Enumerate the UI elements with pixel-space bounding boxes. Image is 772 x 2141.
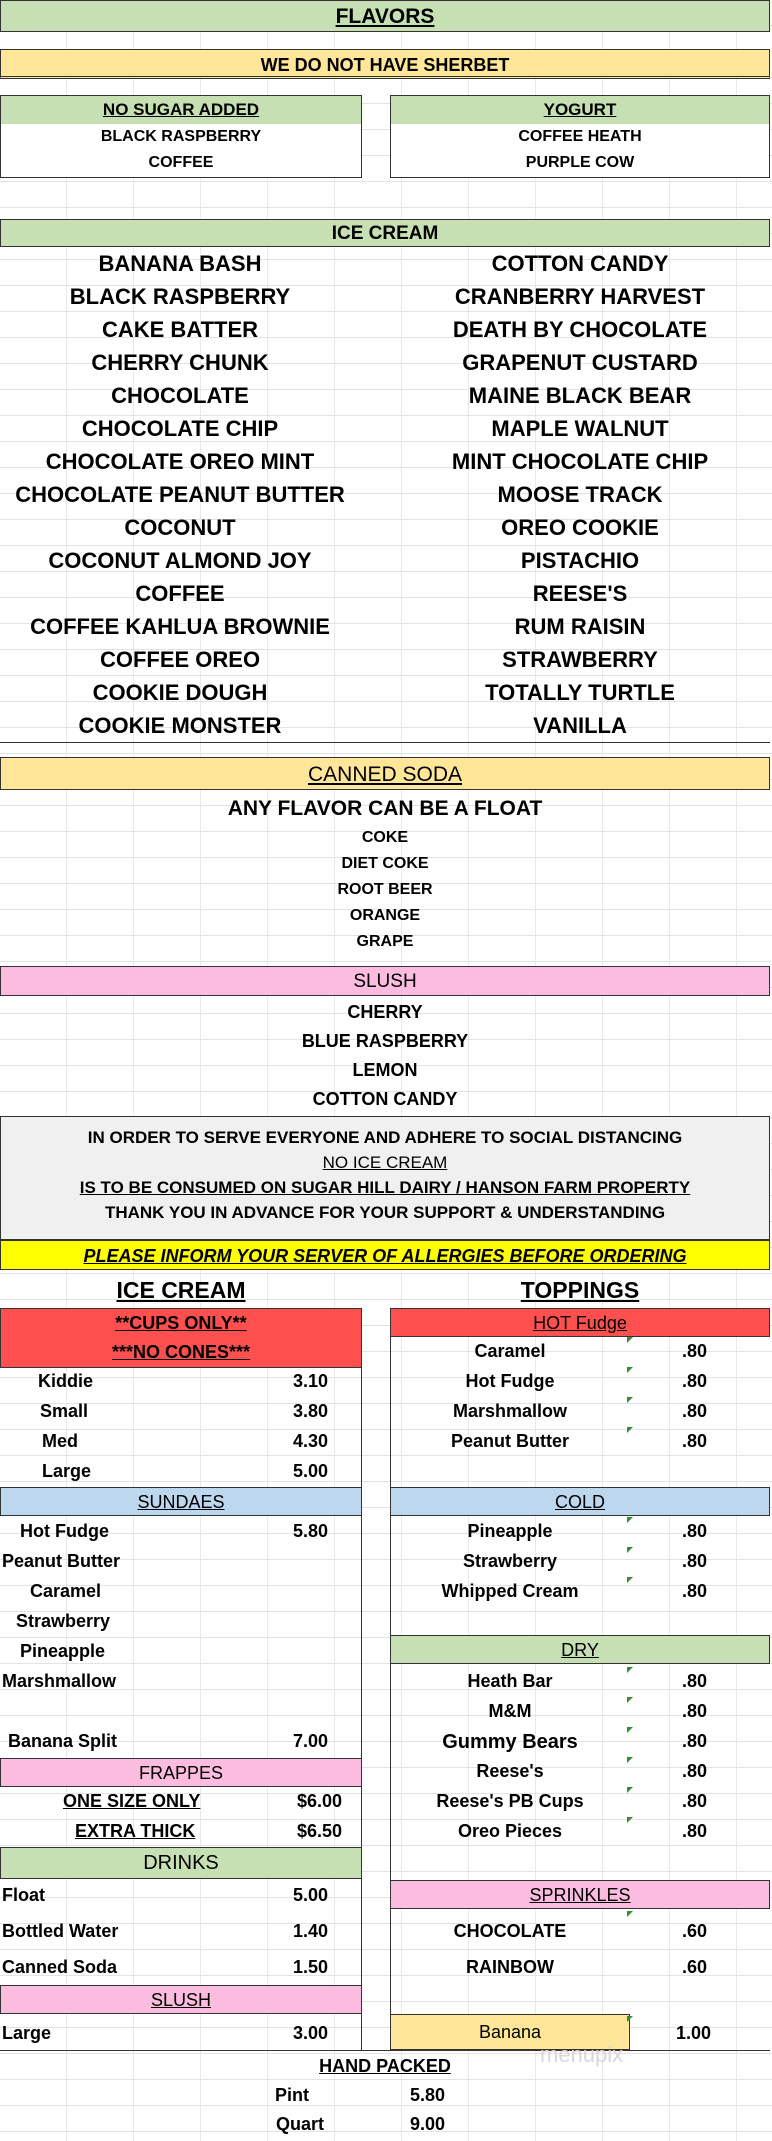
slush-item: LEMON [352,1060,418,1080]
drinks-title: DRINKS [0,1847,362,1879]
topping-name: Strawberry [462,1551,558,1571]
flavor-item: RUM RAISIN [514,614,646,639]
slush-item: CHERRY [347,1002,423,1022]
cold-toppings-title: COLD [390,1487,770,1516]
topping-price: .80 [682,1821,708,1841]
flavor-item: CHOCOLATE [111,383,249,408]
yogurt-item: PURPLE COW [525,154,635,171]
sundae-item: Peanut Butter [2,1551,121,1571]
notice-line: THANK YOU IN ADVANCE FOR YOUR SUPPORT & UNDERSTANDING [104,1203,666,1222]
topping-price: .80 [682,1521,708,1541]
cell-marker [627,1397,633,1403]
cell-marker [627,1517,633,1523]
topping-price: .80 [682,1551,708,1571]
frappe-extra-thick: EXTRA THICK [75,1821,196,1841]
soda-item: DIET COKE [341,855,429,872]
hand-packed-price: 9.00 [410,2114,446,2134]
flavor-item: MAINE BLACK BEAR [468,383,692,408]
topping-name: Reese's [476,1761,544,1781]
sundae-item: Strawberry [16,1611,111,1631]
flavor-item: CHOCOLATE PEANUT BUTTER [15,482,345,507]
topping-price: .80 [682,1791,708,1811]
no-sugar-item: BLACK RASPBERRY [100,128,262,145]
topping-name: Whipped Cream [441,1581,579,1601]
slush-item: COTTON CANDY [312,1089,458,1109]
cell-marker [627,1337,633,1343]
banana-split-name: Banana Split [8,1731,118,1751]
topping-name: Oreo Pieces [457,1821,563,1841]
cell-marker [627,2016,633,2022]
cell-marker [627,1817,633,1823]
soda-list [0,825,770,955]
yogurt-box [390,95,770,178]
topping-price: .80 [682,1761,708,1781]
topping-price: .80 [682,1401,708,1421]
no-sherbet-banner: WE DO NOT HAVE SHERBET [0,49,770,79]
cell-marker [627,1697,633,1703]
no-sugar-box [0,95,362,178]
flavor-item: REESE'S [532,581,628,606]
flavor-item: MINT CHOCOLATE CHIP [451,449,709,474]
flavor-item: COOKIE MONSTER [78,713,282,738]
frappes-title: FRAPPES [0,1758,362,1787]
soda-item: ORANGE [349,907,421,924]
size-price: 3.80 [293,1401,329,1421]
flavor-item: CHOCOLATE CHIP [81,416,279,441]
soda-item: ROOT BEER [337,881,433,898]
column-border [361,1308,362,2050]
frappe-extra-thick-price: $6.50 [297,1821,343,1841]
sundae-price: 5.80 [293,1521,329,1541]
column-border [390,1308,391,2050]
notice-box [0,1116,770,1240]
flavor-item: CAKE BATTER [101,317,259,342]
cell-marker [627,1667,633,1673]
drink-name: Float [2,1885,45,1905]
topping-price: .80 [682,1581,708,1601]
flavor-item: GRAPENUT CUSTARD [462,350,698,375]
divider [0,742,770,743]
flavor-item: COFFEE OREO [99,647,261,672]
sundaes-title: SUNDAES [0,1487,362,1516]
sprinkles-title: SPRINKLES [390,1880,770,1909]
frappe-one-size-price: $6.00 [297,1791,343,1811]
sundae-item: Marshmallow [2,1671,117,1691]
flavor-item: COOKIE DOUGH [92,680,268,705]
topping-name: CHOCOLATE [453,1921,567,1941]
size-price: 4.30 [293,1431,329,1451]
divider [0,2050,770,2051]
flavor-item: STRAWBERRY [502,647,658,672]
hand-packed-name: Quart [276,2114,325,2134]
flavor-item: MAPLE WALNUT [491,416,669,441]
topping-price: .60 [682,1921,708,1941]
topping-name: Peanut Butter [450,1431,569,1451]
flavor-item: CHERRY CHUNK [91,350,269,375]
topping-name: Hot Fudge [465,1371,555,1391]
flavor-item: PISTACHIO [520,548,640,573]
topping-name: Gummy Bears [442,1731,578,1753]
hot-toppings-title: HOT Fudge [390,1308,770,1337]
banana-price: 1.00 [676,2023,712,2043]
topping-name: Caramel [474,1341,546,1361]
drink-price: 1.40 [293,1921,329,1941]
toppings-title: TOPPINGS [520,1277,640,1303]
flavor-item: COTTON CANDY [491,251,669,276]
flavor-item: COFFEE KAHLUA BROWNIE [30,614,330,639]
cell-marker [627,1367,633,1373]
yogurt-title: YOGURT [391,96,769,124]
flavor-item: CHOCOLATE OREO MINT [45,449,315,474]
no-sugar-title: NO SUGAR ADDED [1,96,361,124]
ice-cream-list-right [400,247,760,742]
notice-line: IS TO BE CONSUMED ON SUGAR HILL DAIRY / HANSON FARM PROPERTY [79,1178,691,1197]
flavor-item: TOTALLY TURTLE [485,680,675,705]
flavor-item: OREO COOKIE [501,515,659,540]
canned-soda-subtitle: ANY FLAVOR CAN BE A FLOAT [227,797,543,820]
size-name: Large [42,1461,92,1481]
size-name: Small [40,1401,89,1421]
topping-name: Heath Bar [467,1671,553,1691]
slush-menu-title: SLUSH [0,1985,362,2014]
topping-price: .80 [682,1431,708,1451]
drink-price: 5.00 [293,1885,329,1905]
slush-size: Large [2,2023,52,2043]
cell-marker [627,1547,633,1553]
flavor-item: BANANA BASH [98,251,262,276]
flavors-title: FLAVORS [0,0,770,32]
flavor-item: MOOSE TRACK [497,482,663,507]
no-cones-text: ***NO CONES*** [111,1342,251,1362]
banana-split-price: 7.00 [293,1731,329,1751]
flavor-item: CRANBERRY HARVEST [454,284,706,309]
cell-marker [627,1727,633,1733]
slush-item: BLUE RASPBERRY [301,1031,469,1051]
topping-name: M&M [488,1701,532,1721]
topping-price: .80 [682,1341,708,1361]
drink-name: Bottled Water [2,1921,119,1941]
notice-line: IN ORDER TO SERVE EVERYONE AND ADHERE TO SOCIAL DISTANCING [87,1128,683,1147]
topping-price: .60 [682,1957,708,1977]
topping-name: Marshmallow [452,1401,568,1421]
topping-price: .80 [682,1701,708,1721]
topping-name: Pineapple [467,1521,553,1541]
cell-marker [627,1911,633,1917]
cell-marker [627,1787,633,1793]
topping-price: .80 [682,1671,708,1691]
no-sugar-item: COFFEE [148,154,214,171]
ice-cream-menu-title: ICE CREAM [116,1277,246,1303]
flavor-item: COCONUT ALMOND JOY [48,548,312,573]
frappe-one-size: ONE SIZE ONLY [63,1791,201,1811]
size-price: 5.00 [293,1461,329,1481]
flavor-item: BLACK RASPBERRY [69,284,291,309]
topping-name: RAINBOW [466,1957,554,1977]
sundae-item: Pineapple [20,1641,106,1661]
banana-topping: Banana [390,2014,630,2050]
hand-packed-price: 5.80 [410,2085,446,2105]
topping-price: .80 [682,1371,708,1391]
allergy-banner: PLEASE INFORM YOUR SERVER OF ALLERGIES BEFORE ORDERING [0,1240,770,1270]
ice-cream-list-left [0,247,360,742]
slush-price: 3.00 [293,2023,329,2043]
soda-item: GRAPE [356,933,414,950]
canned-soda-title: CANNED SODA [0,757,770,790]
sundae-item: Hot Fudge [20,1521,109,1541]
flavor-item: COFFEE [135,581,225,606]
topping-name: Reese's PB Cups [436,1791,584,1811]
hand-packed-name: Pint [275,2085,309,2105]
drink-name: Canned Soda [2,1957,118,1977]
notice-line-emphasis: NO ICE CREAM [322,1153,448,1172]
topping-price: .80 [682,1731,708,1751]
flavor-item: COCONUT [124,515,236,540]
sundae-item: Caramel [30,1581,102,1601]
cups-only-text: **CUPS ONLY** [115,1313,247,1333]
soda-item: COKE [361,829,409,846]
yogurt-item: COFFEE HEATH [518,128,642,145]
watermark: menupix [540,2042,624,2067]
size-name: Med [42,1431,78,1451]
size-price: 3.10 [293,1371,329,1391]
cell-marker [627,1577,633,1583]
ice-cream-flavors-title: ICE CREAM [0,219,770,247]
cell-marker [627,1427,633,1433]
flavor-item: VANILLA [533,713,627,738]
size-name: Kiddie [38,1371,94,1391]
slush-list [0,998,770,1114]
drink-price: 1.50 [293,1957,329,1977]
dry-toppings-title: DRY [390,1635,770,1664]
flavor-item: DEATH BY CHOCOLATE [452,317,708,342]
cell-marker [627,1757,633,1763]
hand-packed-title: HAND PACKED [319,2056,451,2076]
slush-title: SLUSH [0,966,770,996]
cups-only-banner [0,1308,362,1368]
